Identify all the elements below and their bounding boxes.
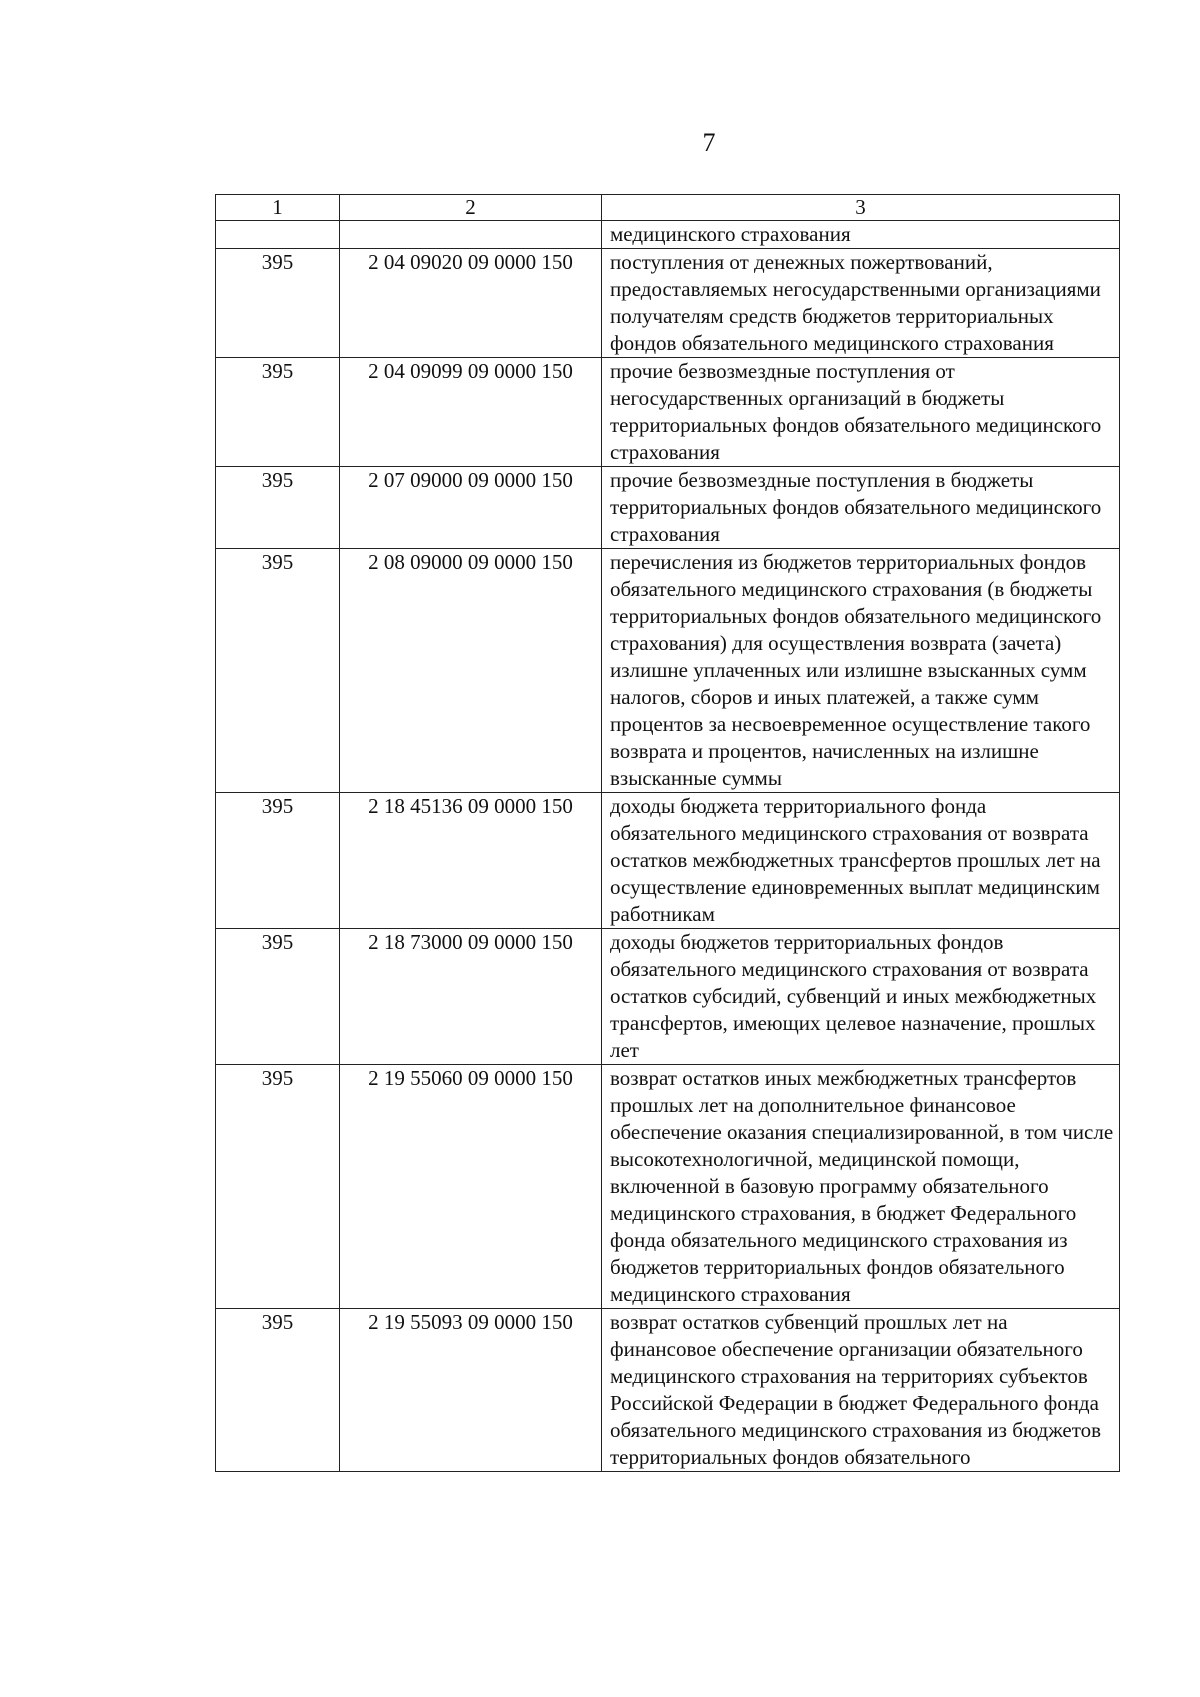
- kbk-code-cell: 2 04 09099 09 0000 150: [340, 358, 602, 467]
- admin-code-cell: 395: [216, 467, 340, 549]
- page-number: 7: [702, 128, 716, 157]
- kbk-code-cell: 2 19 55093 09 0000 150: [340, 1309, 602, 1472]
- table-row: [216, 793, 1120, 929]
- admin-code-cell: 395: [216, 549, 340, 793]
- description-cell: поступления от денежных пожертвований, предоставляемых негосударственными организациями получателям средств бюджетов территориальных фондов обязательного медицинского страхования: [602, 249, 1120, 358]
- description-cell: перечисления из бюджетов территориальных фондов обязательного медицинского страхования (в бюджеты территориальных фондов обязательного медицинского страхования) для осуществления возврата (зачета) излишне уплаченных или излишне взысканных сумм налогов, сборов и иных платежей, а также сумм процентов за несвоевременное осуществление такого возврата и процентов, начисленных на излишне взысканные суммы: [602, 549, 1120, 793]
- admin-code-cell: 395: [216, 1065, 340, 1309]
- kbk-code-cell: 2 18 73000 09 0000 150: [340, 929, 602, 1065]
- continuation-row: [216, 221, 1120, 249]
- kbk-code-cell: 2 08 09000 09 0000 150: [340, 549, 602, 793]
- admin-code-cell: 395: [216, 1309, 340, 1472]
- table-row: [216, 358, 1120, 467]
- admin-code-cell: 395: [216, 358, 340, 467]
- column-header-2: 2: [340, 195, 602, 221]
- table-row: [216, 249, 1120, 358]
- table-row: [216, 929, 1120, 1065]
- kbk-code-cell: 2 18 45136 09 0000 150: [340, 793, 602, 929]
- continuation-text: медицинского страхования: [602, 221, 1120, 249]
- admin-code-cell: 395: [216, 793, 340, 929]
- table-row: [216, 1065, 1120, 1309]
- description-cell: возврат остатков субвенций прошлых лет на финансовое обеспечение организации обязательного медицинского страхования на территориях субъектов Российской Федерации в бюджет Федерального фонда обязательного медицинского страхования из бюджетов территориальных фондов обязательного: [602, 1309, 1120, 1472]
- empty-cell: [340, 221, 602, 249]
- description-cell: прочие безвозмездные поступления от негосударственных организаций в бюджеты территориальных фондов обязательного медицинского страхования: [602, 358, 1120, 467]
- description-cell: доходы бюджета территориального фонда обязательного медицинского страхования от возврата остатков межбюджетных трансфертов прошлых лет на осуществление единовременных выплат медицинским работникам: [602, 793, 1120, 929]
- description-cell: прочие безвозмездные поступления в бюджеты территориальных фондов обязательного медицинского страхования: [602, 467, 1120, 549]
- description-cell: доходы бюджетов территориальных фондов обязательного медицинского страхования от возврата остатков субсидий, субвенций и иных межбюджетных трансфертов, имеющих целевое назначение, прошлых лет: [602, 929, 1120, 1065]
- kbk-code-cell: 2 19 55060 09 0000 150: [340, 1065, 602, 1309]
- table-header-row: [216, 195, 1120, 221]
- table-row: [216, 549, 1120, 793]
- revenue-codes-table: [215, 194, 1120, 1472]
- table-row: [216, 467, 1120, 549]
- empty-cell: [216, 221, 340, 249]
- description-cell: возврат остатков иных межбюджетных трансфертов прошлых лет на дополнительное финансовое обеспечение оказания специализированной, в том числе высокотехнологичной, медицинской помощи, включенной в базовую программу обязательного медицинского страхования, в бюджет Федерального фонда обязательного медицинского страхования из бюджетов территориальных фондов обязательного медицинского страхования: [602, 1065, 1120, 1309]
- table-row: [216, 1309, 1120, 1472]
- kbk-code-cell: 2 04 09020 09 0000 150: [340, 249, 602, 358]
- column-header-3: 3: [602, 195, 1120, 221]
- column-header-1: 1: [216, 195, 340, 221]
- admin-code-cell: 395: [216, 929, 340, 1065]
- admin-code-cell: 395: [216, 249, 340, 358]
- kbk-code-cell: 2 07 09000 09 0000 150: [340, 467, 602, 549]
